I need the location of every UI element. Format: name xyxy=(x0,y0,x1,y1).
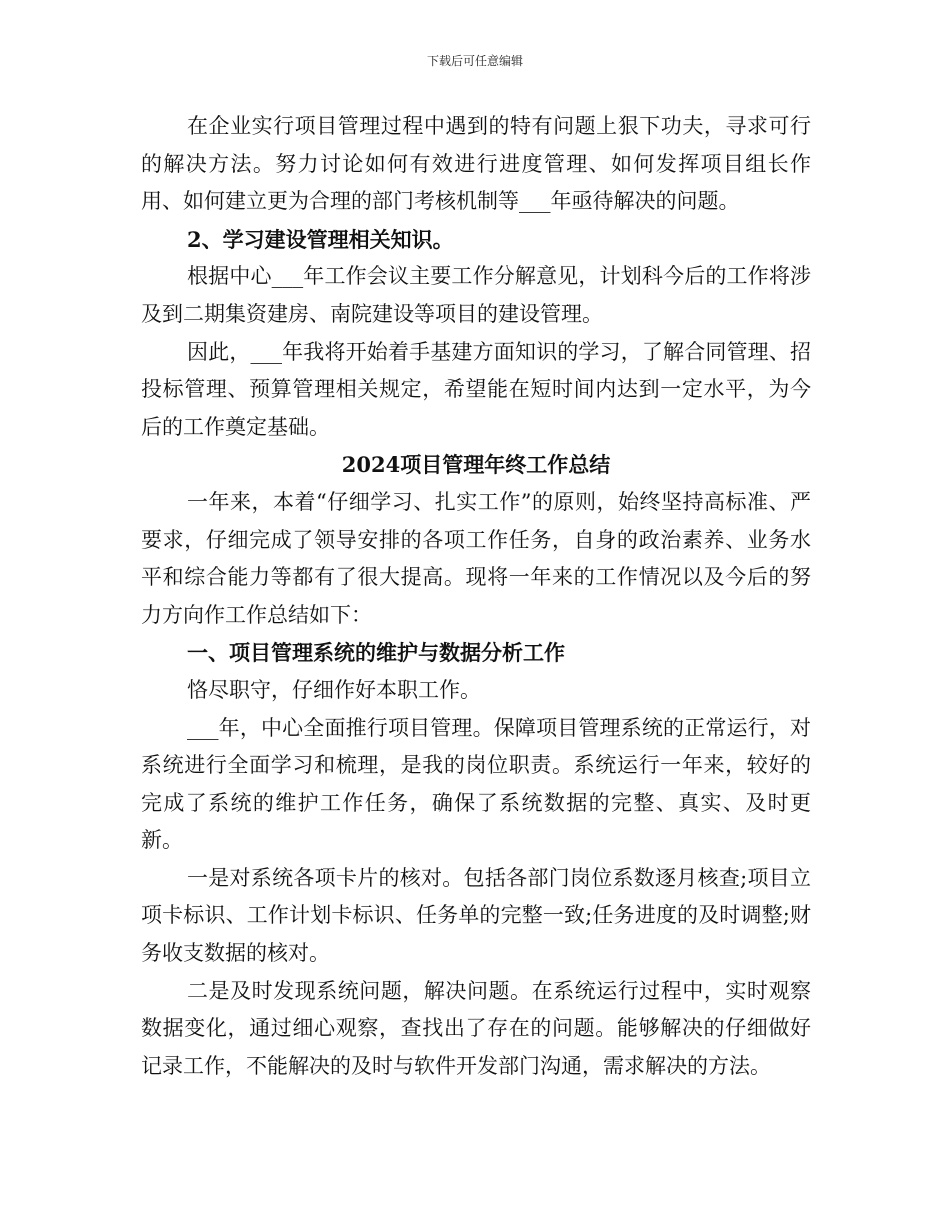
document-body xyxy=(141,108,811,1085)
section-heading-1: 一、项目管理系统的维护与数据分析工作 xyxy=(187,640,565,666)
paragraph-4: 一年来，本着“仔细学习、扎实工作”的原则，始终坚持高标准、严要求，仔细完成了领导安排的各项工作任务，自身的政治素养、业务水平和综合能力等都有了很大提高。现将一年来的工作情况以及今后的努力方向作工作总结如下： xyxy=(141,489,811,627)
paragraph-1: 在企业实行项目管理过程中遇到的特有问题上狠下功夫，寻求可行的解决方法。努力讨论如何有效进行进度管理、如何发挥项目组长作用、如何建立更为合理的部门考核机制等___年亟待解决的问题。 xyxy=(141,114,811,214)
paragraph-2: 根据中心___年工作会议主要工作分解意见，计划科今后的工作将涉及到二期集资建房、南院建设等项目的建设管理。 xyxy=(141,264,811,326)
page-header: 下载后可任意编辑 xyxy=(426,54,523,68)
paragraph-7: 一是对系统各项卡片的核对。包括各部门岗位系数逐月核查;项目立项卡标识、工作计划卡标识、任务单的完整一致;任务进度的及时调整;财务收支数据的核对。 xyxy=(141,865,811,966)
document-title: 2024项目管理年终工作总结 xyxy=(341,452,611,478)
section-heading-2: 2、学习建设管理相关知识。 xyxy=(187,226,454,252)
paragraph-6: ___年，中心全面推行项目管理。保障项目管理系统的正常运行，对系统进行全面学习和梳理，是我的岗位职责。系统运行一年来，较好的完成了系统的维护工作任务，确保了系统数据的完整、真实、及时更新。 xyxy=(141,715,811,853)
paragraph-8: 二是及时发现系统问题，解决问题。在系统运行过程中，实时观察数据变化，通过细心观察，查找出了存在的问题。能够解决的仔细做好记录工作，不能解决的及时与软件开发部门沟通，需求解决的方法。 xyxy=(141,978,811,1078)
paragraph-3: 因此，___年我将开始着手基建方面知识的学习，了解合同管理、招投标管理、预算管理相关规定，希望能在短时间内达到一定水平，为今后的工作奠定基础。 xyxy=(141,339,811,439)
paragraph-5: 恪尽职守，仔细作好本职工作。 xyxy=(187,677,481,702)
